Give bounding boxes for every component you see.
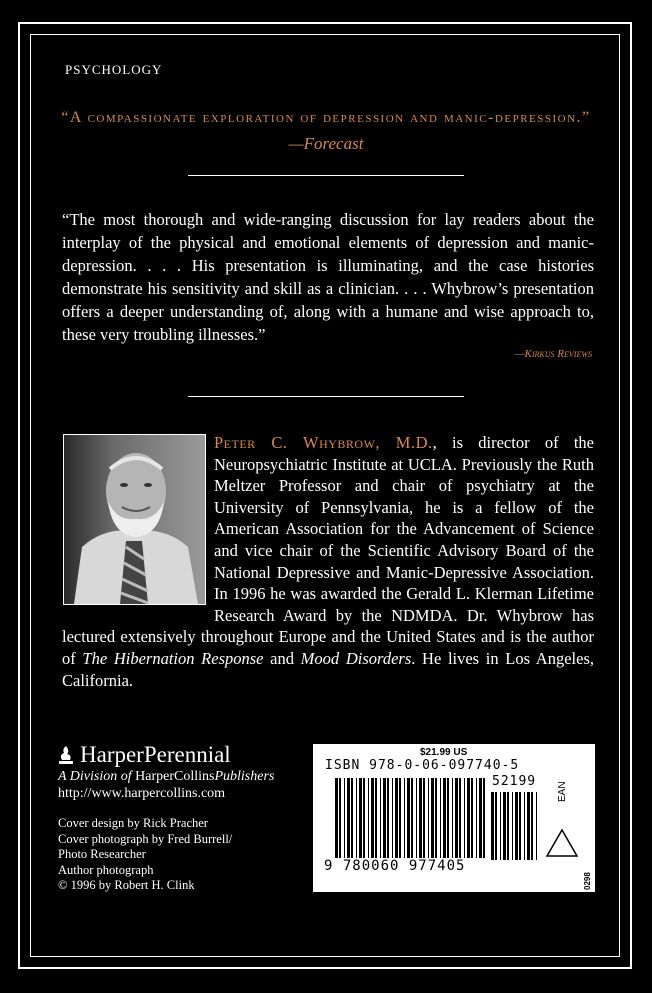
credit-line: Photo Researcher bbox=[58, 847, 146, 861]
publisher-division bbox=[58, 768, 274, 785]
divider-rule-top bbox=[188, 175, 464, 176]
category-label: PSYCHOLOGY bbox=[65, 62, 163, 77]
barcode-isbn: ISBN 978-0-06-097740-5 bbox=[325, 758, 520, 773]
author-bio bbox=[62, 432, 594, 691]
harper-fire-logo-icon bbox=[58, 745, 74, 765]
lead-quote-source: —Forecast bbox=[288, 134, 364, 153]
bio-text-part2: and bbox=[263, 648, 301, 668]
lead-quote bbox=[60, 105, 592, 158]
lead-quote-text: “A compassionate exploration of depression and manic-depression.” bbox=[61, 109, 591, 126]
book-title-2: Mood Disorders bbox=[300, 648, 412, 668]
credits-block bbox=[58, 816, 232, 894]
barcode-panel bbox=[313, 744, 595, 892]
review-quote: “The most thorough and wide-ranging discussion for lay readers about the interplay of the physical and emotional elements of depression and manic-depression. . . . His presentation is illuminating, and the case histories demonstrate his sensitivity and skill as a clinician. . . . Whybrow’s presentation offers a deeper understanding of, along with a humane and wise approach to, these very troubling illnesses.” bbox=[62, 210, 594, 344]
division-suffix: Publishers bbox=[214, 769, 275, 784]
division-name: HarperCollins bbox=[135, 769, 215, 784]
bio-text-part1: , is director of the Neuropsychiatric Institute at UCLA. Previously the Ruth Meltzer Professor and chair of psychiatry at the University of Pennsylvania, he is a fellow of the American Association for the Advancement of Science and vice chair of the Scientific Advisory Board of the National Depressive and Manic-Depressive Association. In 1996 he was awarded the Gerald L. Klerman Lifetime Research Award by the NDMDA. Dr. Whybrow has lectured extensively throughout Europe and the United States and is the author of bbox=[62, 433, 594, 668]
credit-line: Cover photograph by Fred Burrell/ bbox=[58, 831, 233, 846]
credit-line: Author photograph bbox=[58, 862, 154, 877]
triangle-icon bbox=[545, 828, 579, 858]
ean-label: EAN bbox=[557, 781, 568, 802]
author-name: Peter C. Whybrow, M.D. bbox=[214, 433, 433, 452]
barcode-price: $21.99 US bbox=[420, 747, 468, 758]
publisher-name-row bbox=[58, 742, 274, 768]
code-label: 0298 bbox=[583, 872, 592, 890]
credit-line: © 1996 by Robert H. Clink bbox=[58, 878, 195, 892]
division-prefix: A Division of bbox=[58, 769, 136, 784]
publisher-url: http://www.harpercollins.com bbox=[58, 786, 226, 801]
review-quote-source: —Kirkus Reviews bbox=[514, 348, 592, 360]
book-title-1: The Hibernation Response bbox=[82, 648, 264, 668]
bio-text-part3: . He lives in Los Angeles, California. bbox=[62, 648, 594, 690]
publisher-block bbox=[58, 742, 274, 802]
divider-rule-middle bbox=[188, 396, 464, 397]
publisher-name: HarperPerennial bbox=[80, 742, 231, 767]
credit-line: Cover design by Rick Pracher bbox=[58, 816, 208, 830]
barcode-addon-digits: 52199 bbox=[492, 774, 537, 789]
barcode-ean-digits: 9 780060 977405 bbox=[324, 858, 466, 874]
